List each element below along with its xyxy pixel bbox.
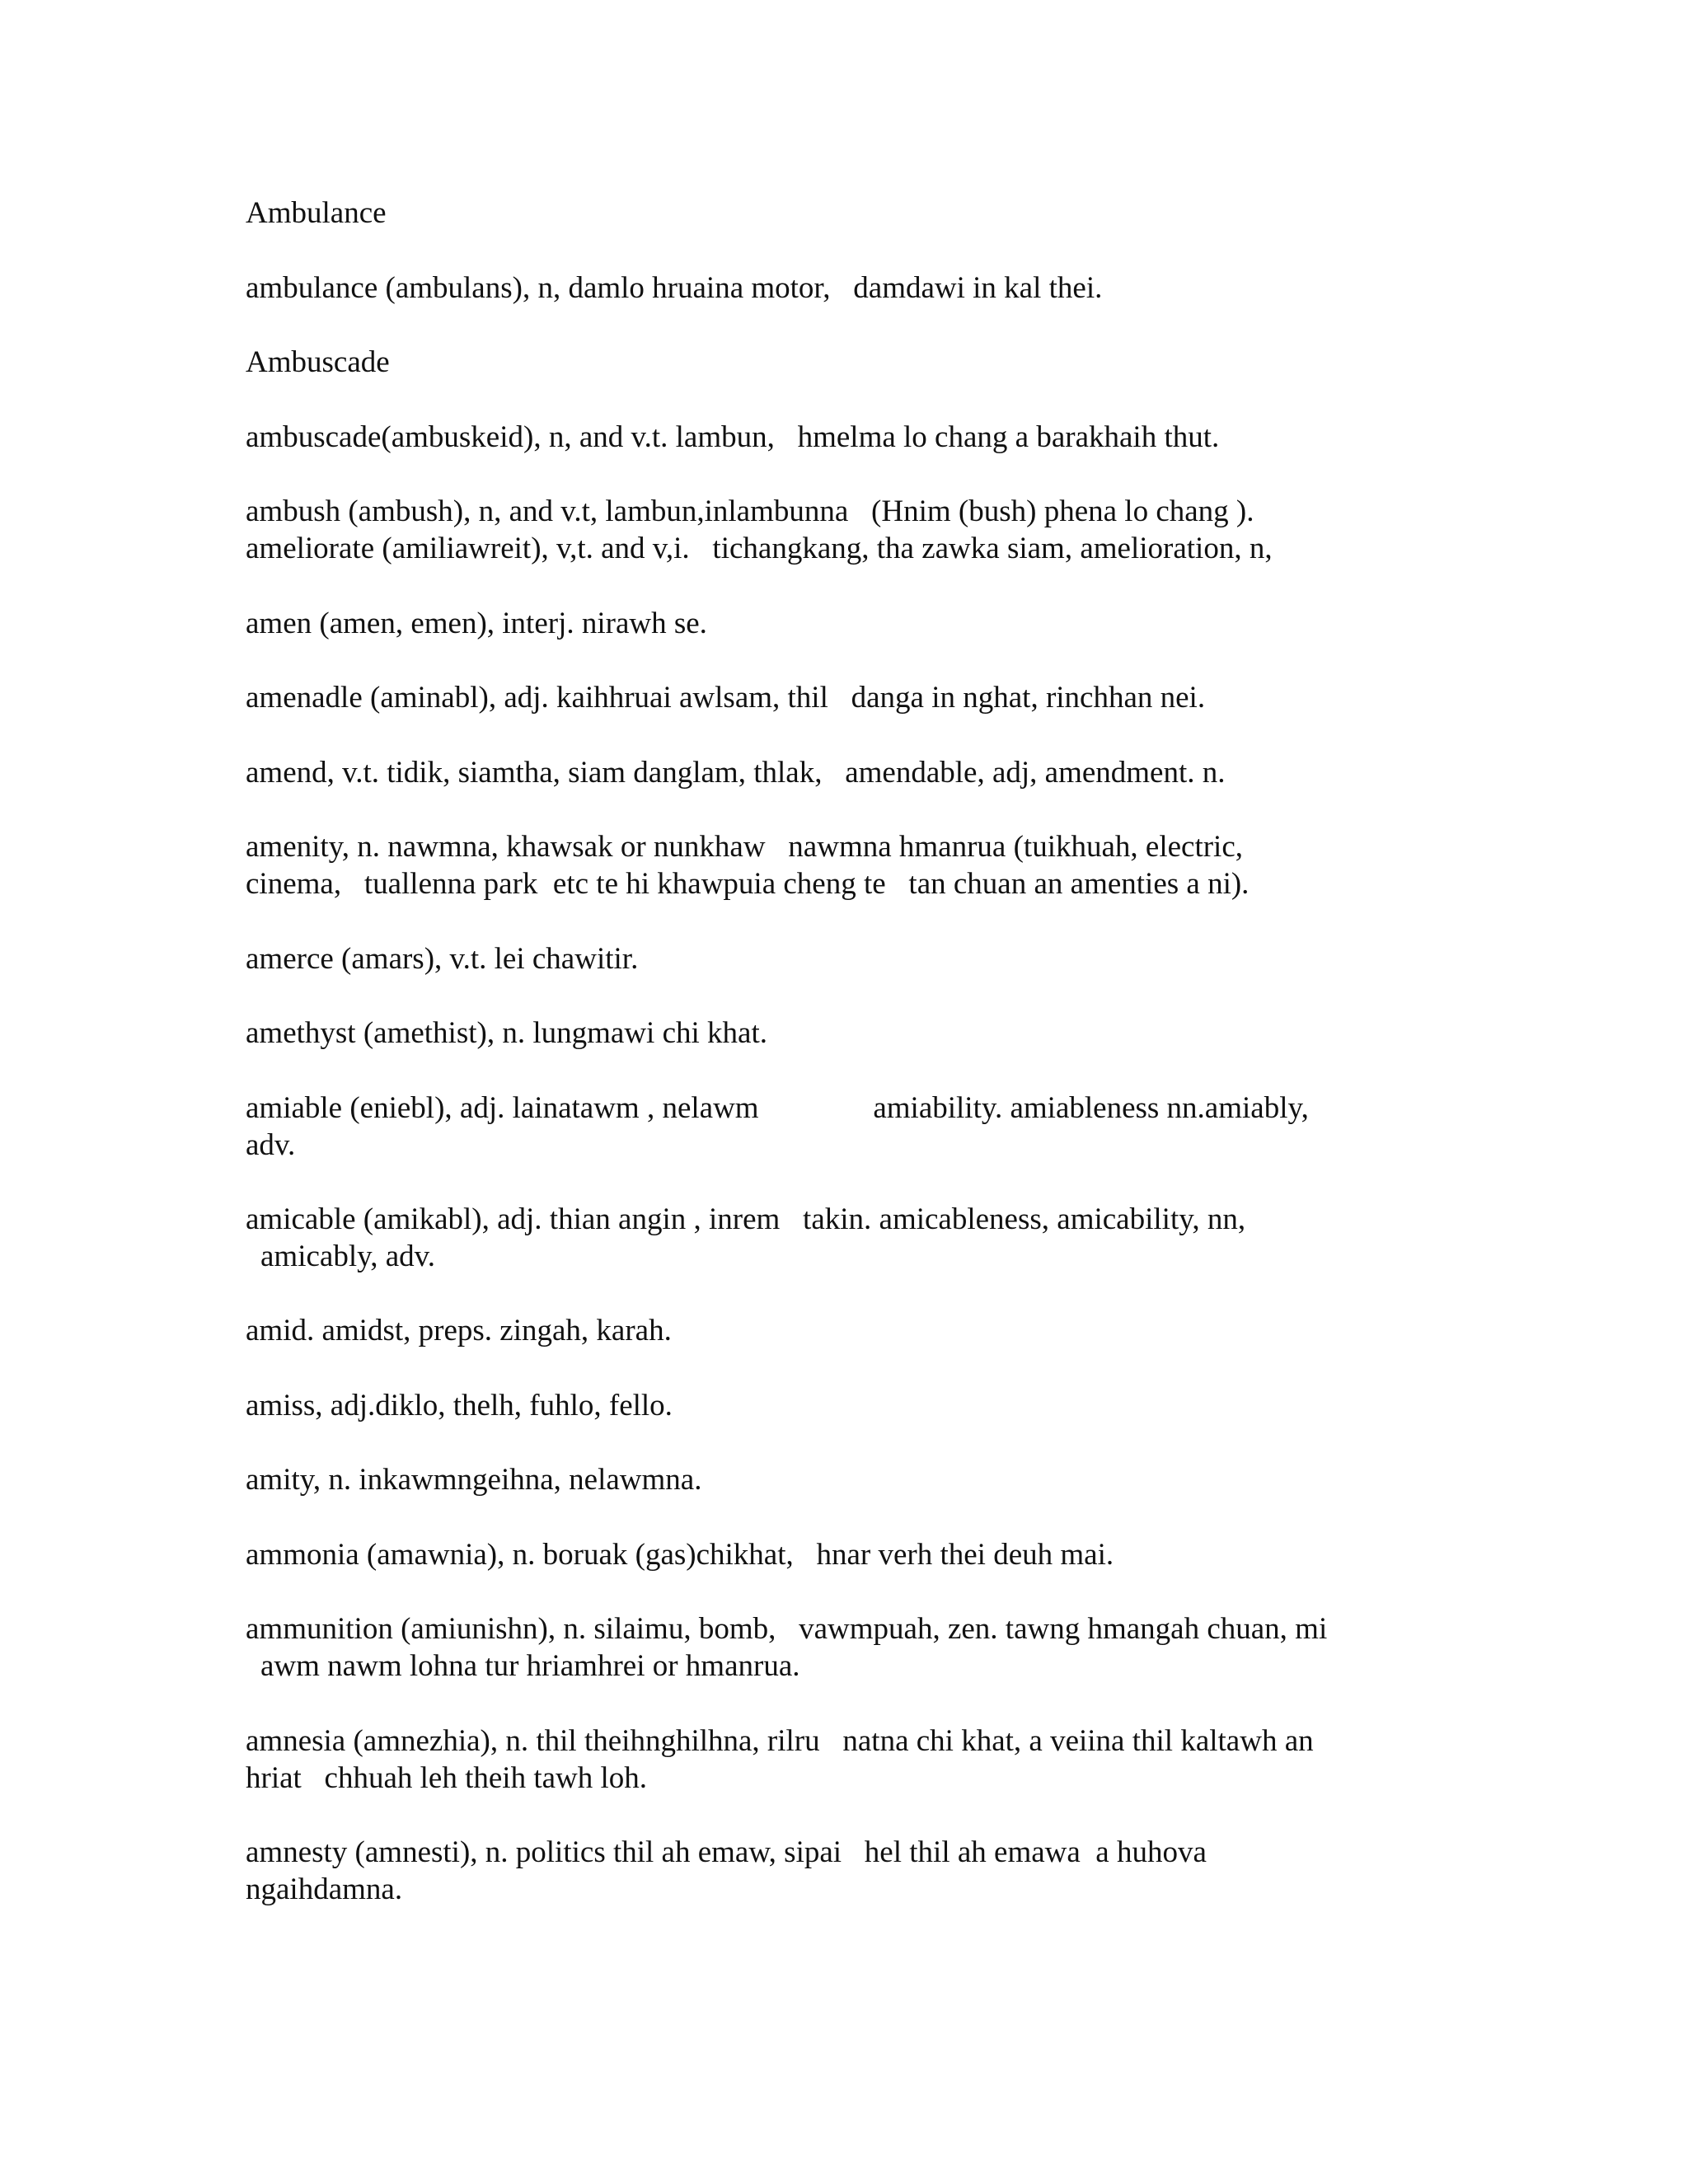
entry-amnesty-line2: ngaihdamna. [246, 1872, 403, 1906]
entry-ammunition-line1: ammunition (amiunishn), n. silaimu, bomb, vawmpuah, zen. tawng hmangah chuan, mi [246, 1612, 1328, 1646]
entry-amen: amen (amen, emen), interj. nirawh se. [246, 607, 707, 640]
entry-ambush: ambush (ambush), n, and v.t, lambun,inlambunna (Hnim (bush) phena lo chang ). [246, 494, 1254, 528]
heading-ambuscade: Ambuscade [246, 345, 390, 379]
entry-ameliorate: ameliorate (amiliawreit), v,t. and v,i. tichangkang, tha zawka siam, amelioration, n, [246, 532, 1273, 565]
entry-ammunition-line2: awm nawm lohna tur hriamhrei or hmanrua. [260, 1649, 800, 1683]
entry-amnesia-line1: amnesia (amnezhia), n. thil theihnghilhna, rilru natna chi khat, a veiina thil kaltawh an [246, 1724, 1314, 1758]
entry-amiable-line1: amiable (eniebl), adj. lainatawm , nelawm amiability. amiableness nn.amiably, [246, 1091, 1309, 1125]
entry-amnesty-line1: amnesty (amnesti), n. politics thil ah emaw, sipai hel thil ah emawa a huhova [246, 1835, 1207, 1869]
entry-amethyst: amethyst (amethist), n. lungmawi chi khat. [246, 1016, 767, 1050]
entry-amenadle: amenadle (aminabl), adj. kaihhruai awlsam, thil danga in nghat, rinchhan nei. [246, 681, 1206, 715]
entry-amenity-line2: cinema, tuallenna park etc te hi khawpuia cheng te tan chuan an amenties a ni). [246, 867, 1250, 901]
entry-amend: amend, v.t. tidik, siamtha, siam danglam, thlak, amendable, adj, amendment. n. [246, 756, 1226, 790]
entry-ambuscade: ambuscade(ambuskeid), n, and v.t. lambun, hmelma lo chang a barakhaih thut. [246, 420, 1220, 454]
entry-amiss: amiss, adj.diklo, thelh, fuhlo, fello. [246, 1389, 673, 1422]
entry-amicable-line2: amicably, adv. [260, 1240, 435, 1273]
entry-ambulance: ambulance (ambulans), n, damlo hruaina motor, damdawi in kal thei. [246, 271, 1103, 305]
entry-amnesia-line2: hriat chhuah leh theih tawh loh. [246, 1761, 648, 1795]
entry-ammonia: ammonia (amawnia), n. boruak (gas)chikhat, hnar verh thei deuh mai. [246, 1538, 1114, 1572]
heading-ambulance: Ambulance [246, 196, 387, 230]
entry-amicable-line1: amicable (amikabl), adj. thian angin , inrem takin. amicableness, amicability, nn, [246, 1202, 1246, 1236]
entry-amity: amity, n. inkawmngeihna, nelawmna. [246, 1463, 702, 1497]
entry-amenity-line1: amenity, n. nawmna, khawsak or nunkhaw nawmna hmanrua (tuikhuah, electric, [246, 830, 1243, 864]
entry-amid: amid. amidst, preps. zingah, karah. [246, 1314, 672, 1347]
entry-amiable-line2: adv. [246, 1128, 296, 1162]
entry-amerce: amerce (amars), v.t. lei chawitir. [246, 942, 639, 976]
